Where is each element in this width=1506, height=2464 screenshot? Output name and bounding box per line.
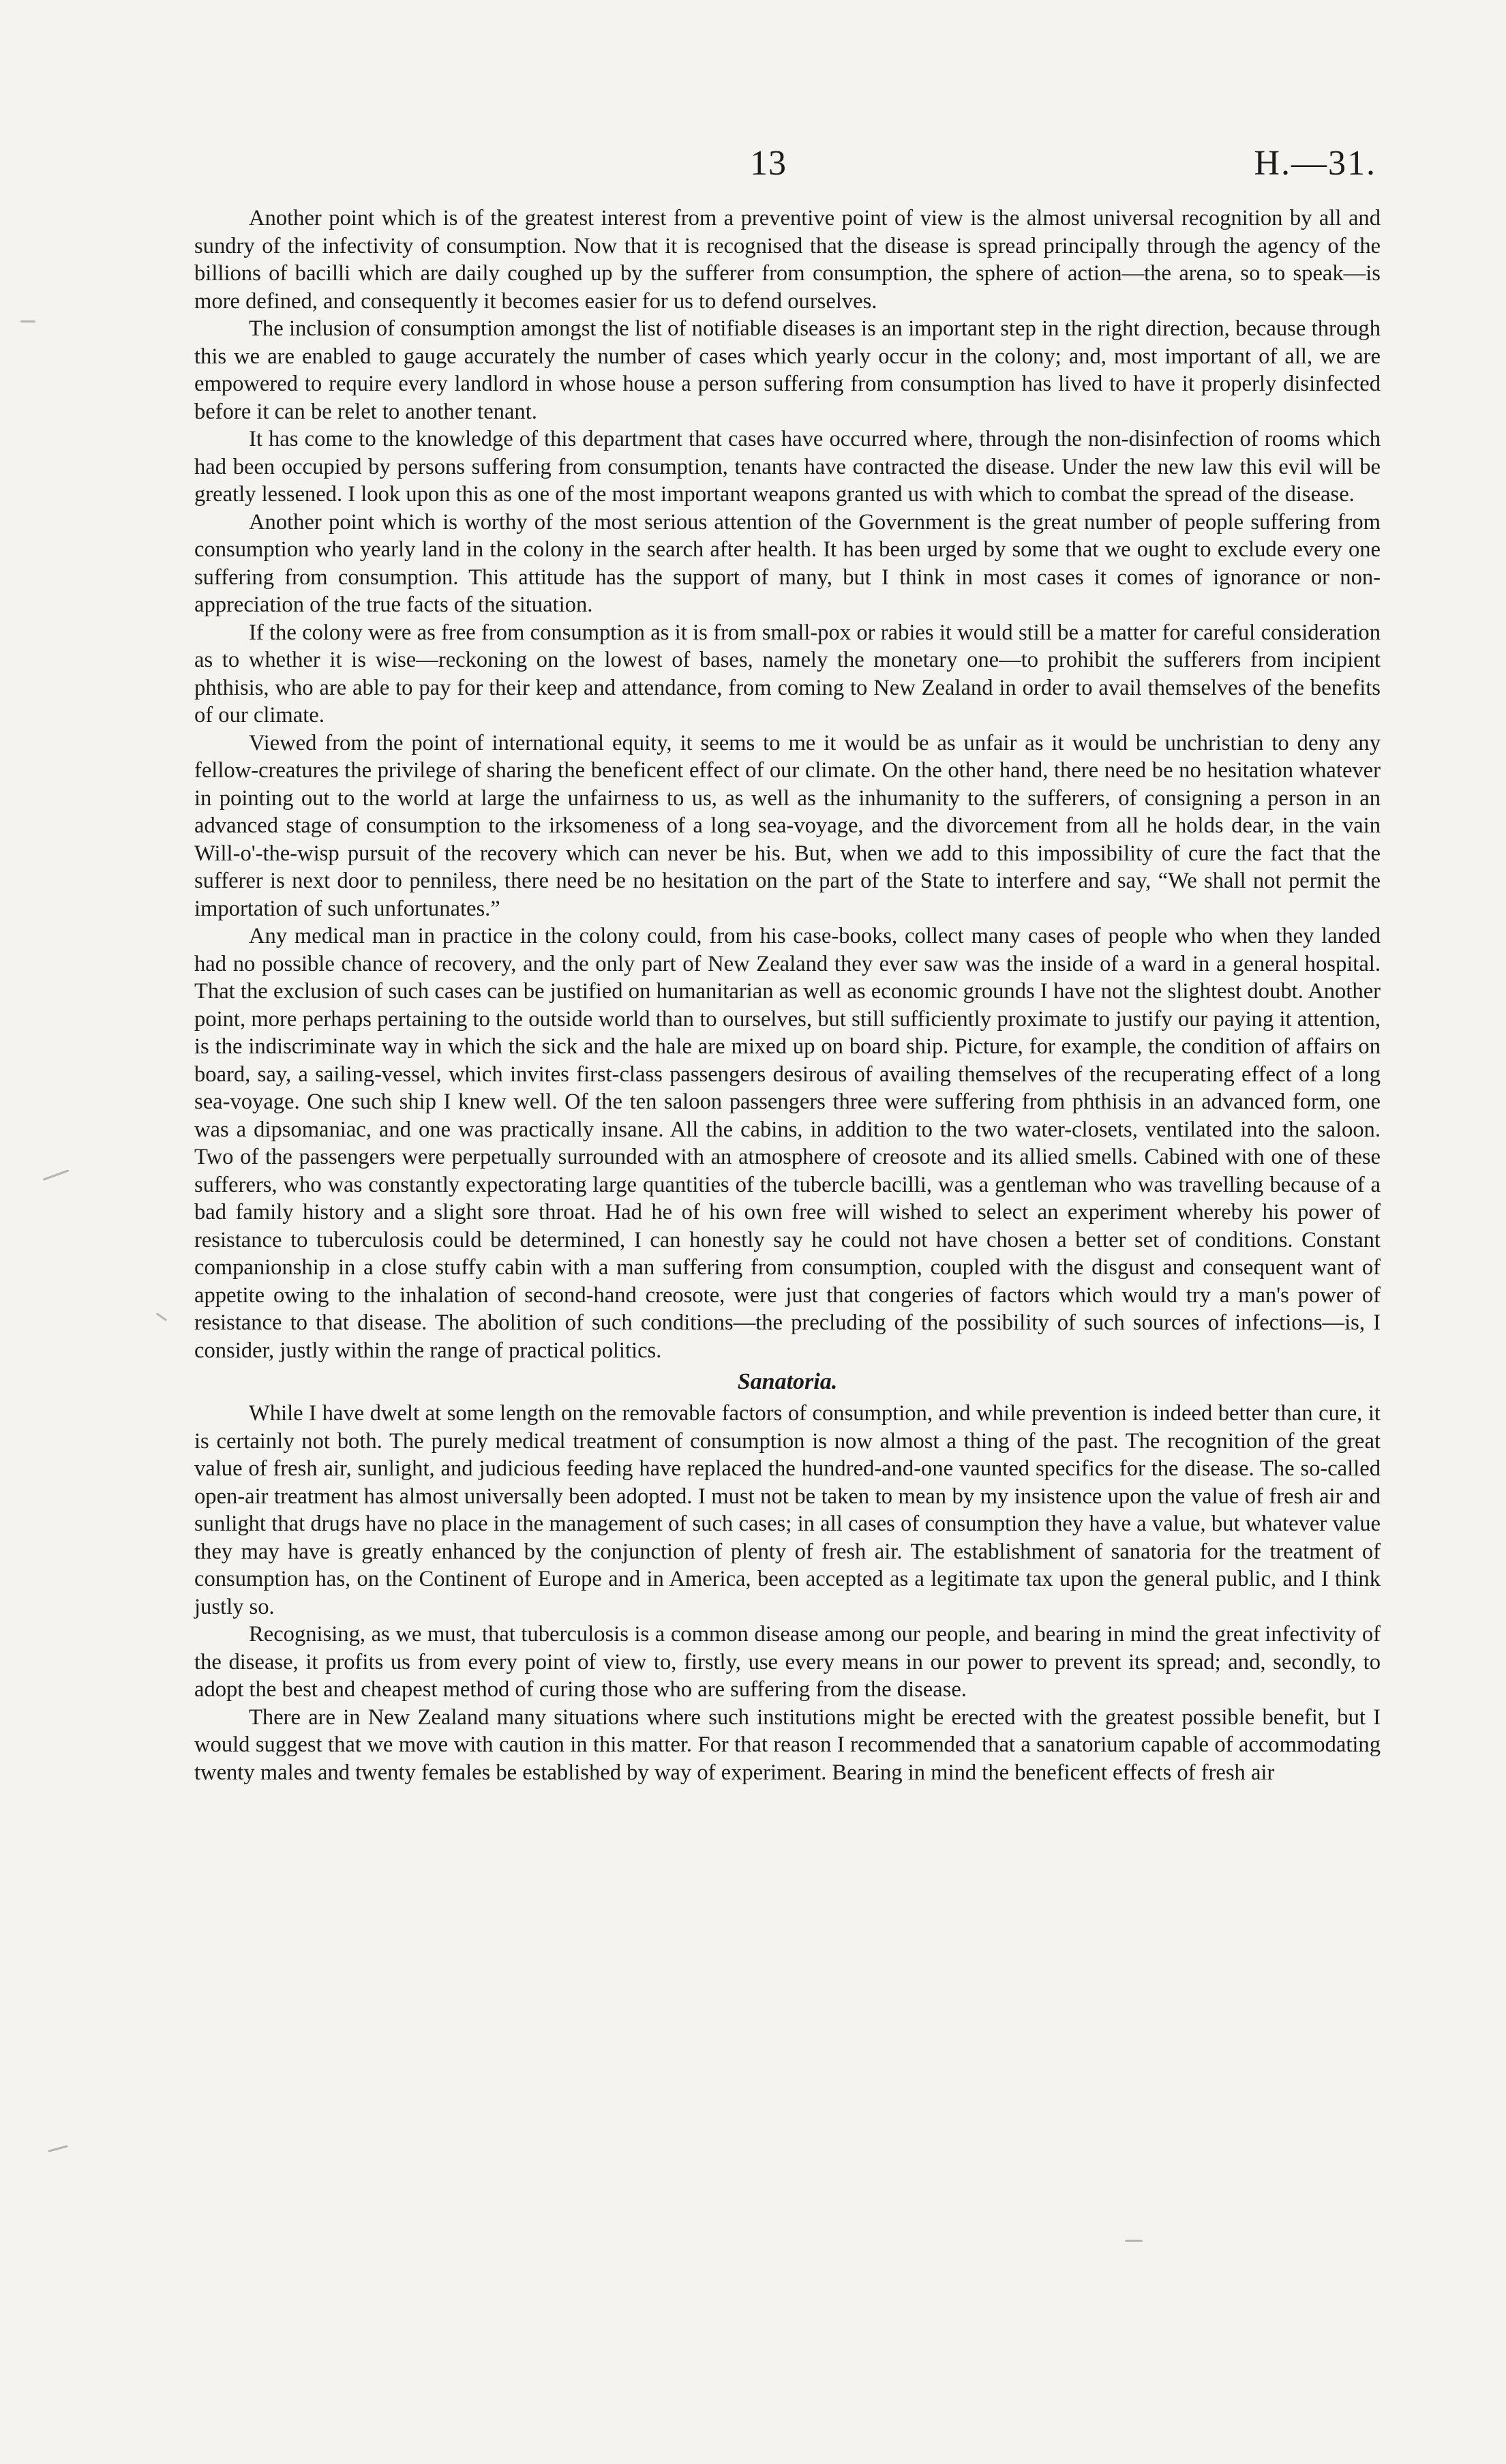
paragraph-prevention-and-cure: Recognising, as we must, that tuberculosis is a common disease among our people, and bearing in mind the great infectivity of the disease, it profits us from every point of view to, firstly, use every means in our power to prevent its spread; and, secondly, to adopt the best and cheapest method of curing those who are suffering from the disease. (194, 1622, 1381, 1702)
paragraph-infectivity: Another point which is of the greatest interest from a preventive point of view is the almost universal recognition by all and sundry of the infectivity of consumption. Now that it is recognised that the disease is spread principally through the agency of the billions of bacilli which are daily coughed up by the sufferer from consumption, the sphere of action—the arena, so to speak—is more defined, and consequently it becomes easier for us to defend ourselves. (194, 206, 1381, 314)
paragraph-sea-voyage: Any medical man in practice in the colony could, from his case-books, collect many cases of people who when they landed had no possible chance of recovery, and the only part of New Zealand they ever saw was the inside of a ward in a general hospital. That the exclusion of such cases can be justified on humanitarian as well as economic grounds I have not the slightest doubt. Another point, more perhaps pertaining to the outside world than to ourselves, but still sufficiently proximate to justify our paying it attention, is the indiscriminate way in which the sick and the hale are mixed up on board ship. Picture, for example, the condition of affairs on board, say, a sailing-vessel, which invites first-class passengers desirous of availing themselves of the recuperating effect of a long sea-voyage. One such ship I knew well. Of the ten saloon passengers three were suffering from phthisis in an advanced form, one was a dipsomaniac, and one was practically insane. All the cabins, in addition to the two water-closets, ventilated into the saloon. Two of the passengers were perpetually surrounded with an atmosphere of creosote and its allied smells. Cabined with one of these sufferers, who was constantly expectorating large quantities of the tubercle bacilli, was a gentleman who was travelling because of a bad family history and a slight sore throat. Had he of his own free will wished to select an experiment whereby his power of resistance to tuberculosis could be determined, I can honestly say he could not have chosen a better set of conditions. Constant companionship in a close stuffy cabin with a man suffering from consumption, coupled with the disgust and consequent want of appetite owing to the inhalation of second-hand creosote, were just that congeries of factors which would try a man's power of resistance to that disease. The abolition of such conditions—the precluding of the possibility of such sources of infections—is, I consider, justly within the range of practical politics. (194, 924, 1381, 1363)
paragraph-sanatorium-proposal: There are in New Zealand many situations where such institutions might be erected with the greatest possible benefit, but I would suggest that we move with caution in this matter. For that reason I recommended that a sanatorium capable of accommodating twenty males and twenty females be established by way of experiment. Bearing in mind the beneficent effects of fresh air (194, 1704, 1381, 1785)
section-heading-sanatoria: Sanatoria. (737, 1369, 838, 1394)
scan-mark (43, 1169, 70, 1181)
page-header (0, 143, 1506, 191)
scan-mark (156, 1312, 167, 1321)
paragraph-open-air-treatment: While I have dwelt at some length on the removable factors of consumption, and while prevention is indeed better than cure, it is certainly not both. The purely medical treatment of consumption is now almost a thing of the past. The recognition of the great value of fresh air, sunlight, and judicious feeding have replaced the hundred-and-one vaunted specifics for the disease. The so-called open-air treatment has almost universally been adopted. I must not be taken to mean by my insistence upon the value of fresh air and sunlight that drugs have no place in the management of such cases; in all cases of consumption they have a value, but whatever value they may have is greatly enhanced by the conjunction of plenty of fresh air. The establishment of sanatoria for the treatment of consumption has, on the Continent of Europe and in America, been accepted as a legitimate tax upon the general public, and I think justly so. (194, 1401, 1381, 1619)
scan-mark (1125, 2240, 1143, 2242)
paragraph-international-equity: Viewed from the point of international equity, it seems to me it would be as unfair as it would be unchristian to deny any fellow-creatures the privilege of sharing the beneficent effect of our climate. On the other hand, there need be no hesitation whatever in pointing out to the world at large the unfairness to us, as well as the inhumanity to the sufferers, of consigning a person in an advanced stage of consumption to the irksomeness of a long sea-voyage, and the divorcement from all he holds dear, in the vain Will-o'-the-wisp pursuit of the recovery which can never be his. But, when we add to this impossibility of cure the fact that the sufferer is next door to penniless, there need be no hesitation on the part of the State to interfere and say, “We shall not permit the importation of such unfortunates.” (194, 730, 1381, 921)
scan-mark (48, 2145, 68, 2152)
paragraph-prohibition: If the colony were as free from consumption as it is from small-pox or rabies it would still be a matter for careful consideration as to whether it is wise—reckoning on the lowest of bases, namely the monetary one—to prohibit the sufferers from incipient phthisis, who are able to pay for their keep and attendance, from coming to New Zealand in order to avail themselves of the benefits of our climate. (194, 620, 1381, 727)
document-body (194, 205, 1381, 1786)
document-reference: H.—31. (1254, 144, 1376, 183)
scan-mark (20, 320, 35, 322)
page-number: 13 (750, 144, 787, 183)
paragraph-notifiable-diseases: The inclusion of consumption amongst the list of notifiable diseases is an important step in the right direction, because through this we are enabled to gauge accurately the number of cases which yearly occur in the colony; and, most important of all, we are empowered to require every landlord in whose house a person suffering from consumption has lived to have it properly disinfected before it can be relet to another tenant. (194, 316, 1381, 424)
paragraph-disinfection: It has come to the knowledge of this department that cases have occurred where, through the non-disinfection of rooms which had been occupied by persons suffering from consumption, tenants have contracted the disease. Under the new law this evil will be greatly lessened. I look upon this as one of the most important weapons granted us with which to combat the spread of the disease. (194, 427, 1381, 507)
paragraph-immigrant-sufferers: Another point which is worthy of the most serious attention of the Government is the great number of people suffering from consumption who yearly land in the colony in the search after health. It has been urged by some that we ought to exclude every one suffering from consumption. This attitude has the support of many, but I think in most cases it comes of ignorance or non-appreciation of the true facts of the situation. (194, 509, 1381, 617)
